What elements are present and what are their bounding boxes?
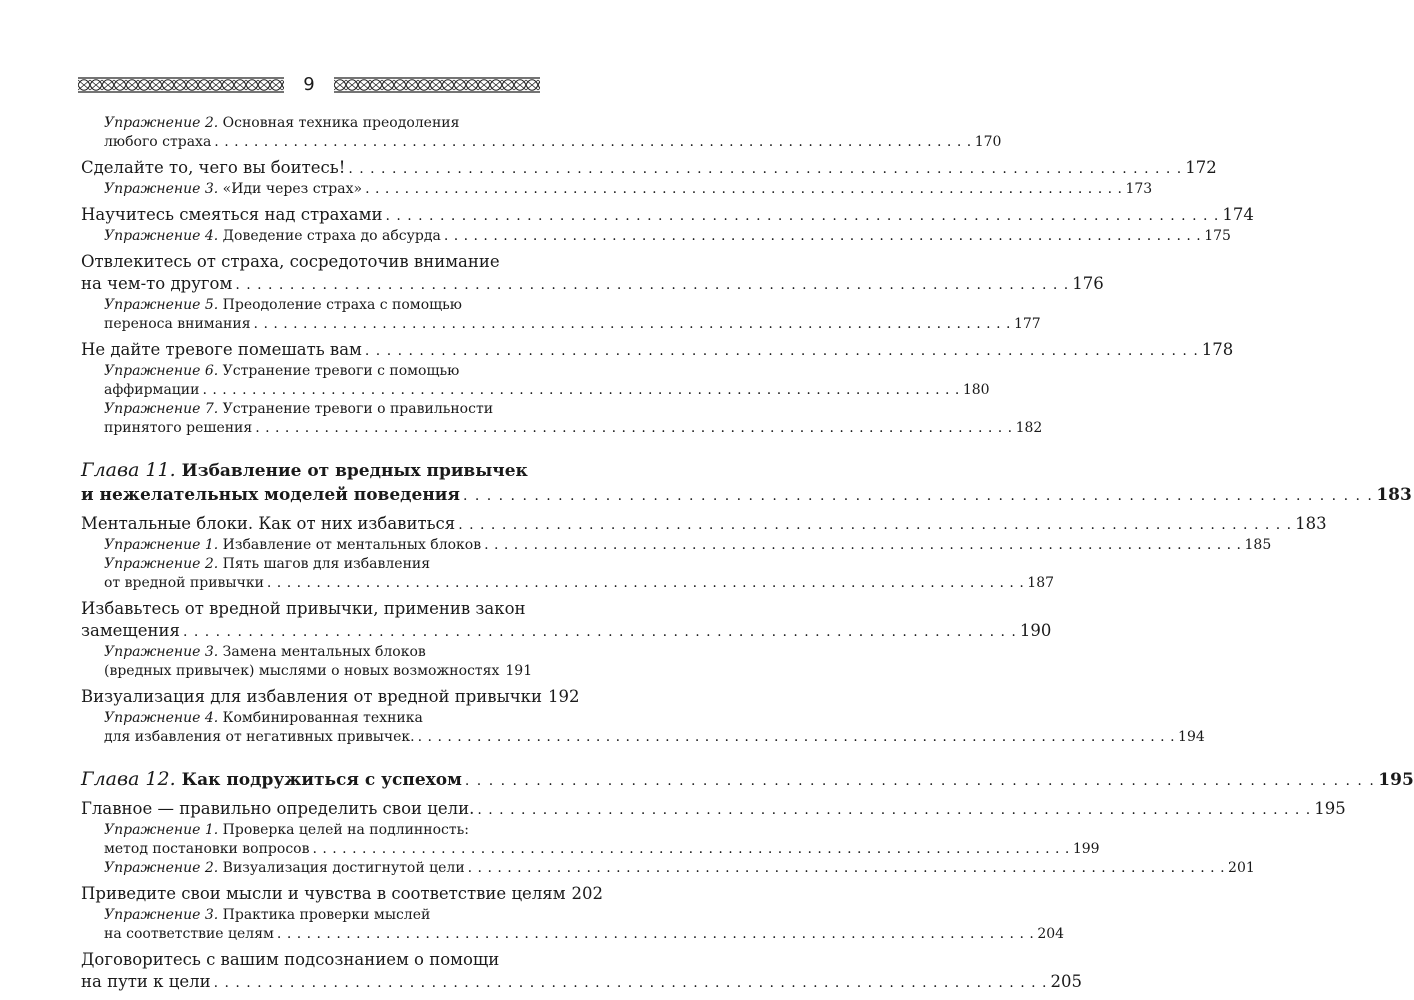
page-ref: 174 [1222,205,1254,224]
exercise-label: Упражнение 1. [104,537,219,553]
toc-exercise [81,227,1231,246]
page-ref: 195 [1378,770,1414,790]
entry-title-line: на соответствие целям [104,926,274,942]
toc-chapter [81,458,1412,508]
toc-exercise [81,114,1002,152]
exercise-label: Упражнение 5. [104,297,219,313]
page-ref: 199 [1072,841,1100,857]
page-ref: 180 [962,382,990,398]
page-ref: 176 [1072,274,1104,293]
page-ref: 185 [1244,537,1272,553]
dot-leader [312,840,1069,859]
exercise-label: Упражнение 3. [104,644,219,660]
page-ref: 178 [1201,340,1234,359]
dot-leader [463,484,1373,508]
dot-leader [465,769,1375,793]
entry-title-line: Преодоление страха с помощью [222,297,462,313]
entry-title-line: принятого решения [104,420,253,436]
exercise-label: Упражнение 2. [104,115,219,131]
entry-title-line: на пути к цели [81,972,211,991]
entry-title-line: Основная техника преодоления [222,115,460,131]
table-of-contents [81,114,1414,994]
exercise-label: Упражнение 3. [104,907,219,923]
exercise-label: Упражнение 7. [104,401,219,417]
page-ref: 204 [1037,926,1065,942]
entry-title-line: Научитесь смеяться над страхами [81,205,383,224]
toc-section [81,339,1234,362]
page-ref: 205 [1050,972,1082,991]
entry-title-line: для избавления от негативных привычек. [104,729,415,745]
page-header [78,72,540,98]
toc-exercise [81,859,1255,878]
toc-section [81,598,1052,643]
toc-exercise [81,709,1205,747]
entry-title-line: Визуализация достигнутой цели [222,860,465,876]
dot-leader [202,381,959,400]
page-ref: 172 [1185,158,1217,177]
page-ref: 202 [571,884,604,903]
page-ref: 177 [1013,316,1041,332]
entry-title-line: Комбинированная техника [222,710,423,726]
entry-title-line: Проверка целей на подлинность: [222,822,469,838]
page-ref: 170 [974,134,1002,150]
entry-title-line: Визуализация для избавления от вредной привычки [81,687,542,706]
page-ref: 183 [1376,485,1412,505]
page-ref: 183 [1295,514,1327,533]
entry-title-line: Приведите свои мысли и чувства в соответствие целям [81,884,566,903]
dot-leader [255,419,1012,438]
exercise-label: Упражнение 2. [104,860,219,876]
toc-exercise [81,296,1041,334]
exercise-label: Упражнение 1. [104,822,219,838]
toc-exercise [81,536,1272,555]
toc-section [81,798,1346,821]
entry-title-line: Отвлекитесь от страха, сосредоточив внимание [81,252,500,271]
page-ref: 192 [547,687,580,706]
toc-exercise [81,906,1065,944]
entry-title-line: аффирмации [104,382,200,398]
toc-section [81,157,1217,180]
dot-leader [365,340,1199,362]
page-ref: 187 [1027,575,1055,591]
page-ref: 194 [1178,729,1205,745]
ornament-right-icon [334,77,540,93]
toc-exercise [81,643,533,681]
entry-title-line: Избавление от вредных привычек [181,461,528,481]
ornament-left-icon [78,77,284,93]
entry-title-line: «Иди через страх» [222,181,363,197]
page-ref: 182 [1015,420,1043,436]
entry-title-line: любого страха [104,134,212,150]
exercise-label: Упражнение 3. [104,181,219,197]
dot-leader [348,158,1182,180]
toc-section [81,251,1104,296]
toc-section [81,513,1327,536]
toc-exercise [81,400,1043,438]
page-ref: 195 [1314,799,1346,818]
chapter-label: Глава 12. [81,768,176,790]
page-ref: 175 [1204,228,1231,244]
entry-title-line: Договоритесь с вашим подсознанием о помощи [81,950,500,969]
dot-leader [214,972,1048,994]
dot-leader [365,180,1122,199]
dot-leader [484,536,1241,555]
dot-leader [277,925,1034,944]
entry-title-line: Пять шагов для избавления [222,556,431,572]
toc-section [81,204,1254,227]
exercise-label: Упражнение 4. [104,228,219,244]
entry-title-line: на чем-то другом [81,274,233,293]
exercise-label: Упражнение 4. [104,710,219,726]
entry-title-line: Как подружиться с успехом [181,770,462,790]
dot-leader [254,315,1011,334]
page-ref: 173 [1125,181,1153,197]
entry-title-line: (вредных привычек) мыслями о новых возможностях [104,663,500,679]
exercise-label: Упражнение 6. [104,363,219,379]
dot-leader [183,621,1017,643]
exercise-label: Упражнение 2. [104,556,219,572]
toc-section [81,949,1082,994]
entry-title-line: Главное — правильно определить свои цели. [81,799,475,818]
dot-leader [458,514,1292,536]
entry-title-line: Избавьтесь от вредной привычки, применив закон [81,599,526,618]
entry-title-line: и нежелательных моделей поведения [81,485,460,505]
toc-chapter [81,767,1414,793]
toc-exercise [81,180,1153,199]
toc-exercise [81,362,990,400]
chapter-label: Глава 11. [81,459,176,481]
entry-title-line: метод постановки вопросов [104,841,310,857]
toc-section [81,883,604,906]
dot-leader [444,227,1201,246]
dot-leader [214,133,971,152]
page-ref: 191 [505,663,533,679]
page-ref: 201 [1228,860,1255,876]
entry-title-line: от вредной привычки [104,575,264,591]
dot-leader [235,274,1069,296]
toc-exercise [81,555,1055,593]
entry-title-line: Не дайте тревоге помешать вам [81,340,362,359]
entry-title-line: переноса внимания [104,316,251,332]
page-number: 9 [303,74,315,95]
toc-exercise [81,821,1100,859]
entry-title-line: Устранение тревоги с помощью [222,363,460,379]
entry-title-line: Устранение тревоги о правильности [222,401,494,417]
entry-title-line: Ментальные блоки. Как от них избавиться [81,514,456,533]
entry-title-line: Практика проверки мыслей [222,907,431,923]
dot-leader [477,799,1311,821]
entry-title-line: Доведение страха до абсурда [222,228,441,244]
entry-title-line: замещения [81,621,180,640]
entry-title-line: Замена ментальных блоков [222,644,426,660]
dot-leader [468,859,1225,878]
dot-leader [385,205,1219,227]
toc-section [81,686,580,709]
entry-title-line: Избавление от ментальных блоков [222,537,482,553]
dot-leader [267,574,1024,593]
entry-title-line: Сделайте то, чего вы боитесь! [81,158,346,177]
page-ref: 190 [1019,621,1052,640]
dot-leader [418,728,1175,747]
